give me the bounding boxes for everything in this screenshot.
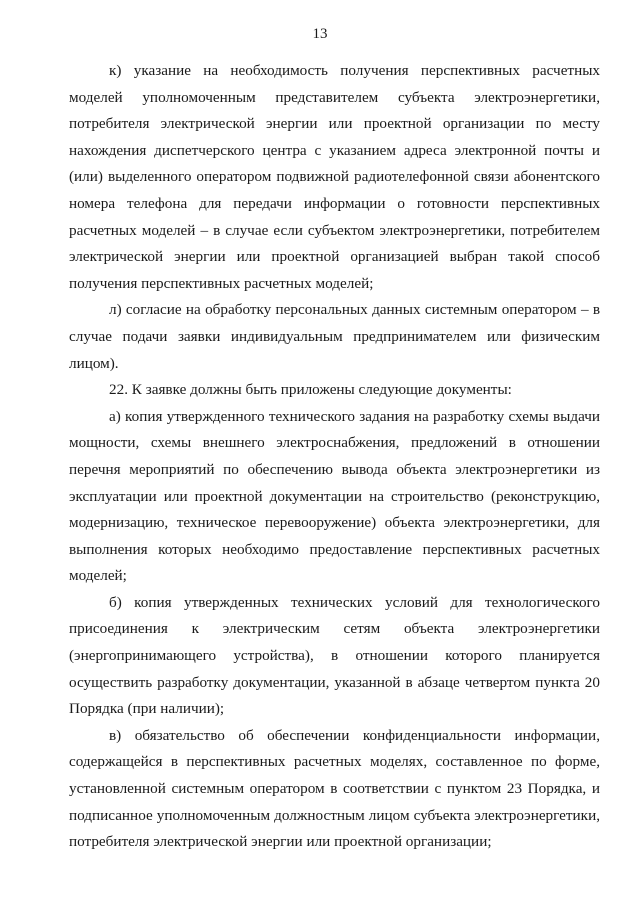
paragraph-v: в) обязательство об обеспечении конфиденциальности информации, содержащейся в перспективных расчетных моделях, составленное по форме, установленной системным оператором в соответствии с пунктом 23 Порядка, и подписанное уполномоченным должностным лицом субъекта электроэнергетики, потребителя электрической энергии или проектной организации; xyxy=(69,726,600,851)
paragraph-l: л) согласие на обработку персональных данных системным оператором – в случае подачи заявки индивидуальным предпринимателем или физическим лицом). xyxy=(69,301,600,372)
paragraph-b: б) копия утвержденных технических условий для технологического присоединения к электрическим сетям объекта электроэнергетики (энергопринимающего устройства), в отношении которого планируется осуществить разработку документации, указанной в абзаце четвертом пункта 20 Порядка (при наличии); xyxy=(69,593,600,718)
document-body xyxy=(69,58,600,856)
page-number: 13 xyxy=(312,26,328,42)
paragraph-22: 22. К заявке должны быть приложены следующие документы: xyxy=(109,381,512,399)
paragraph-a: а) копия утвержденного технического задания на разработку схемы выдачи мощности, схемы внешнего электроснабжения, предложений в отношении перечня мероприятий по обеспечению вывода объекта электроэнергетики из эксплуатации или проектной документации на строительство (реконструкцию, модернизацию, техническое перевооружение) объекта электроэнергетики, для выполнения которых необходимо предоставление перспективных расчетных моделей; xyxy=(69,407,600,585)
paragraph-k: к) указание на необходимость получения перспективных расчетных моделей уполномоченным представителем субъекта электроэнергетики, потребителя электрической энергии или проектной организации по месту нахождения диспетчерского центра с указанием адреса электронной почты и (или) выделенного оператором подвижной радиотелефонной связи абонентского номера телефона для передачи информации о готовности перспективных расчетных моделей – в случае если субъектом электроэнергетики, потребителем электрической энергии или проектной организацией выбран такой способ получения перспективных расчетных моделей; xyxy=(69,62,600,292)
